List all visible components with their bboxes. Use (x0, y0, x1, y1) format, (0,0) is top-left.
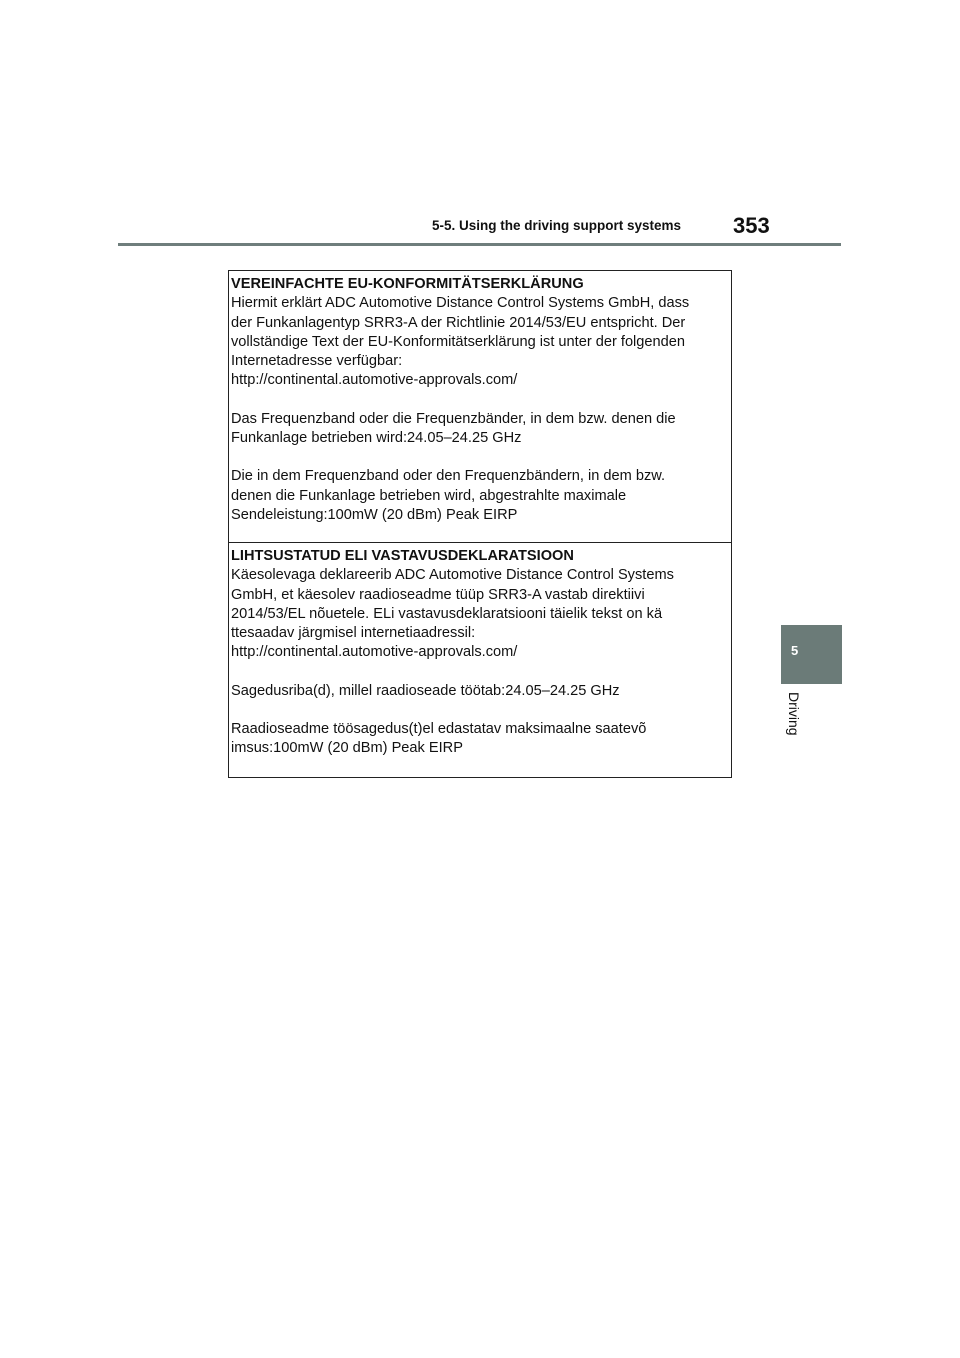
text-line: imsus:100mW (20 dBm) Peak EIRP (231, 740, 463, 757)
text-line: Hiermit erklärt ADC Automotive Distance Control Systems GmbH, dass (231, 295, 690, 312)
german-declaration (229, 271, 731, 542)
text-line: 2014/53/EL nõuetele. ELi vastavusdeklaratsiooni täielik tekst on kä (231, 605, 663, 622)
declaration-box (228, 270, 732, 778)
chapter-number: 5 (791, 643, 799, 658)
section-header: 5-5. Using the driving support systems (432, 218, 682, 233)
text-line: Das Frequenzband oder die Frequenzbänder, in dem bzw. denen die (231, 410, 676, 427)
paragraph (231, 410, 731, 449)
text-line: der Funkanlagentyp SRR3-A der Richtlinie 2014/53/EU entspricht. Der (231, 314, 686, 331)
paragraph (231, 682, 731, 701)
text-line: Funkanlage betrieben wird:24.05–24.25 GHz (231, 430, 522, 447)
text-line: Raadioseadme töösagedus(t)el edastatav maksimaalne saatevõ (231, 721, 647, 738)
paragraph (231, 294, 731, 390)
text-line: Sagedusriba(d), millel raadioseade töötab:24.05–24.25 GHz (231, 682, 620, 699)
chapter-label: Driving (786, 692, 802, 736)
paragraph (231, 566, 731, 662)
text-line: Die in dem Frequenzband oder den Frequenzbändern, in dem bzw. (231, 468, 666, 485)
header-rule (118, 243, 841, 246)
text-line: http://continental.automotive-approvals.com/ (231, 372, 518, 389)
text-line: denen die Funkanlage betrieben wird, abgestrahlte maximale (231, 487, 627, 504)
text-line: Käesolevaga deklareerib ADC Automotive Distance Control Systems (231, 567, 674, 584)
text-line: GmbH, et käesolev raadioseadme tüüp SRR3-A vastab direktiivi (231, 586, 645, 603)
text-line: Internetadresse verfügbar: (231, 353, 403, 370)
paragraph (231, 467, 731, 525)
estonian-declaration (229, 543, 731, 759)
text-line: ttesaadav järgmisel internetiaadressil: (231, 625, 476, 642)
text-line: Sendeleistung:100mW (20 dBm) Peak EIRP (231, 506, 518, 523)
text-line: vollständige Text der EU-Konformitätserklärung ist unter der folgenden (231, 333, 686, 350)
chapter-tab (781, 625, 842, 684)
text-line: http://continental.automotive-approvals.com/ (231, 644, 518, 661)
declaration-title: VEREINFACHTE EU-KONFORMITÄTSERKLÄRUNG (231, 276, 584, 292)
paragraph (231, 720, 731, 759)
declaration-title: LIHTSUSTATUD ELI VASTAVUSDEKLARATSIOON (231, 548, 574, 564)
page-number: 353 (733, 213, 770, 238)
